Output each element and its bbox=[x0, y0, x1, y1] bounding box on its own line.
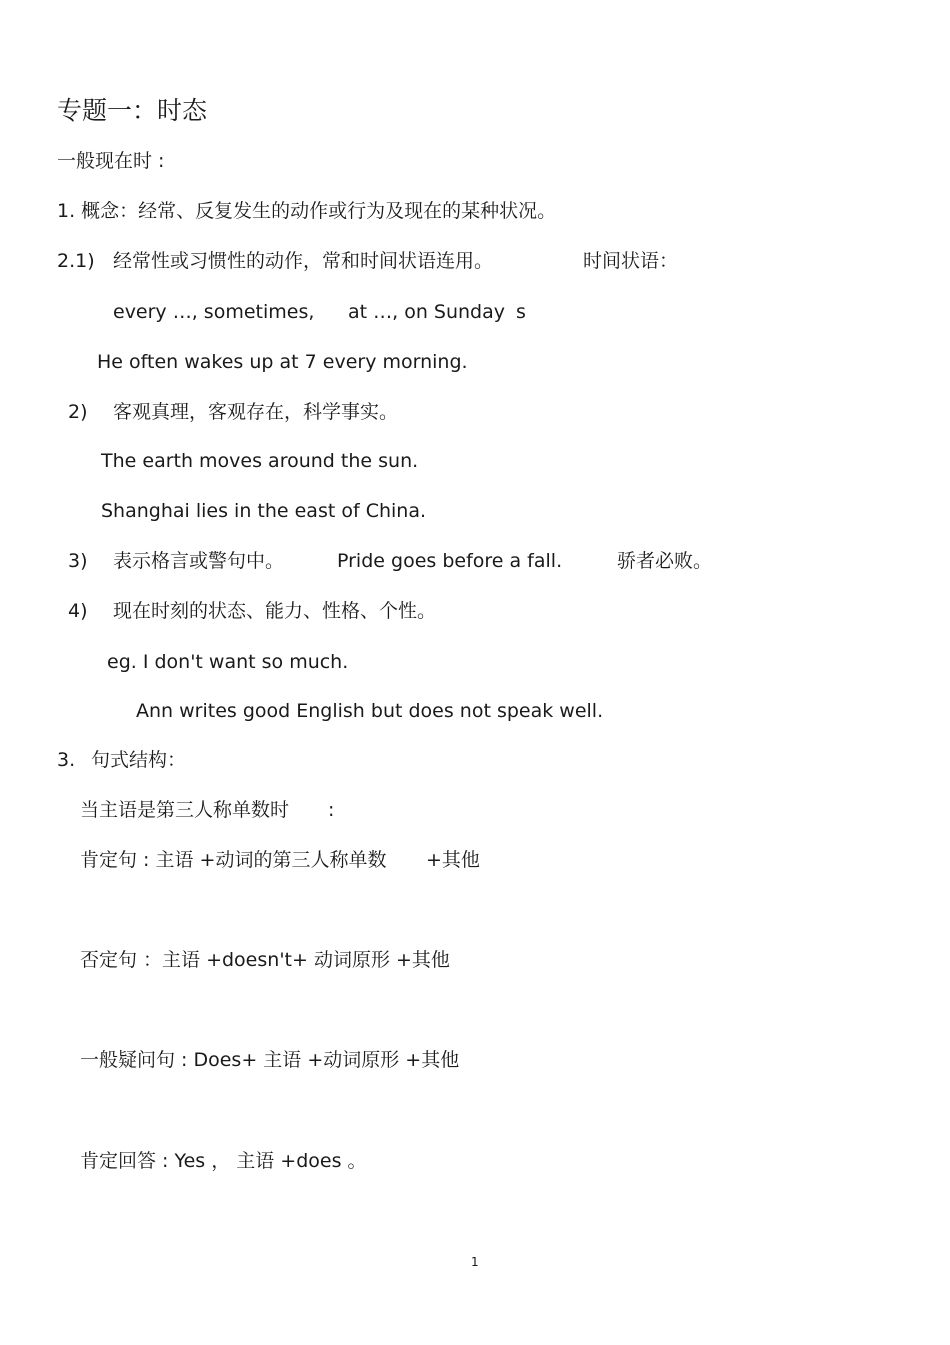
item-2-2-text: 客观真理，客观存在，科学事实。 bbox=[113, 401, 399, 423]
item-3-number: 3. bbox=[57, 749, 76, 771]
item-3-text: 句式结构： bbox=[91, 749, 187, 771]
item-2-3-translation: 骄者必败。 bbox=[617, 550, 713, 572]
item-2-1-number: 2.1) bbox=[57, 250, 95, 272]
section-heading: 一般现在时 : bbox=[57, 150, 165, 172]
time-adverbials-b: at …, on Sunday bbox=[348, 301, 506, 323]
page-number: 1 bbox=[471, 1255, 479, 1269]
item-2-1-text: 经常性或习惯性的动作，常和时间状语连用。 bbox=[113, 250, 494, 272]
item-2-3-proverb: Pride goes before a fall. bbox=[337, 550, 563, 572]
example-shanghai: Shanghai lies in the east of China. bbox=[101, 500, 427, 522]
affirmative-structure-end: +其他 bbox=[426, 849, 480, 871]
item-2-3-text: 表示格言或警句中。 bbox=[113, 550, 285, 572]
item-2-2-number: 2) bbox=[68, 401, 88, 423]
item-2-4-text: 现在时刻的状态、能力、性格、个性。 bbox=[113, 600, 437, 622]
item-2-3-number: 3) bbox=[68, 550, 88, 572]
third-person-rule: 当主语是第三人称单数时 bbox=[80, 799, 290, 821]
item-1-concept: 1. 概念：经常、反复发生的动作或行为及现在的某种状况。 bbox=[57, 200, 557, 222]
page-title: 专题一：时态 bbox=[57, 96, 208, 125]
item-2-1-label: 时间状语： bbox=[583, 250, 679, 272]
example-wake: He often wakes up at 7 every morning. bbox=[97, 351, 468, 373]
time-adverbials-a: every …, sometimes, bbox=[113, 301, 315, 323]
time-adverbials-c: s bbox=[516, 301, 526, 323]
negative-structure: 否定句 ：主语 +doesn't+ 动词原形 +其他 bbox=[80, 949, 450, 971]
example-earth: The earth moves around the sun. bbox=[101, 450, 419, 472]
item-2-4-number: 4) bbox=[68, 600, 88, 622]
answer-structure: 肯定回答 : Yes ， 主语 +does 。 bbox=[80, 1150, 367, 1172]
affirmative-structure: 肯定句 : 主语 +动词的第三人称单数 bbox=[80, 849, 387, 871]
example-ann: Ann writes good English but does not speak well. bbox=[136, 700, 604, 722]
question-structure: 一般疑问句 : Does+ 主语 +动词原形 +其他 bbox=[80, 1049, 460, 1071]
example-eg: eg. I don't want so much. bbox=[107, 651, 349, 673]
third-person-colon: : bbox=[328, 799, 335, 821]
